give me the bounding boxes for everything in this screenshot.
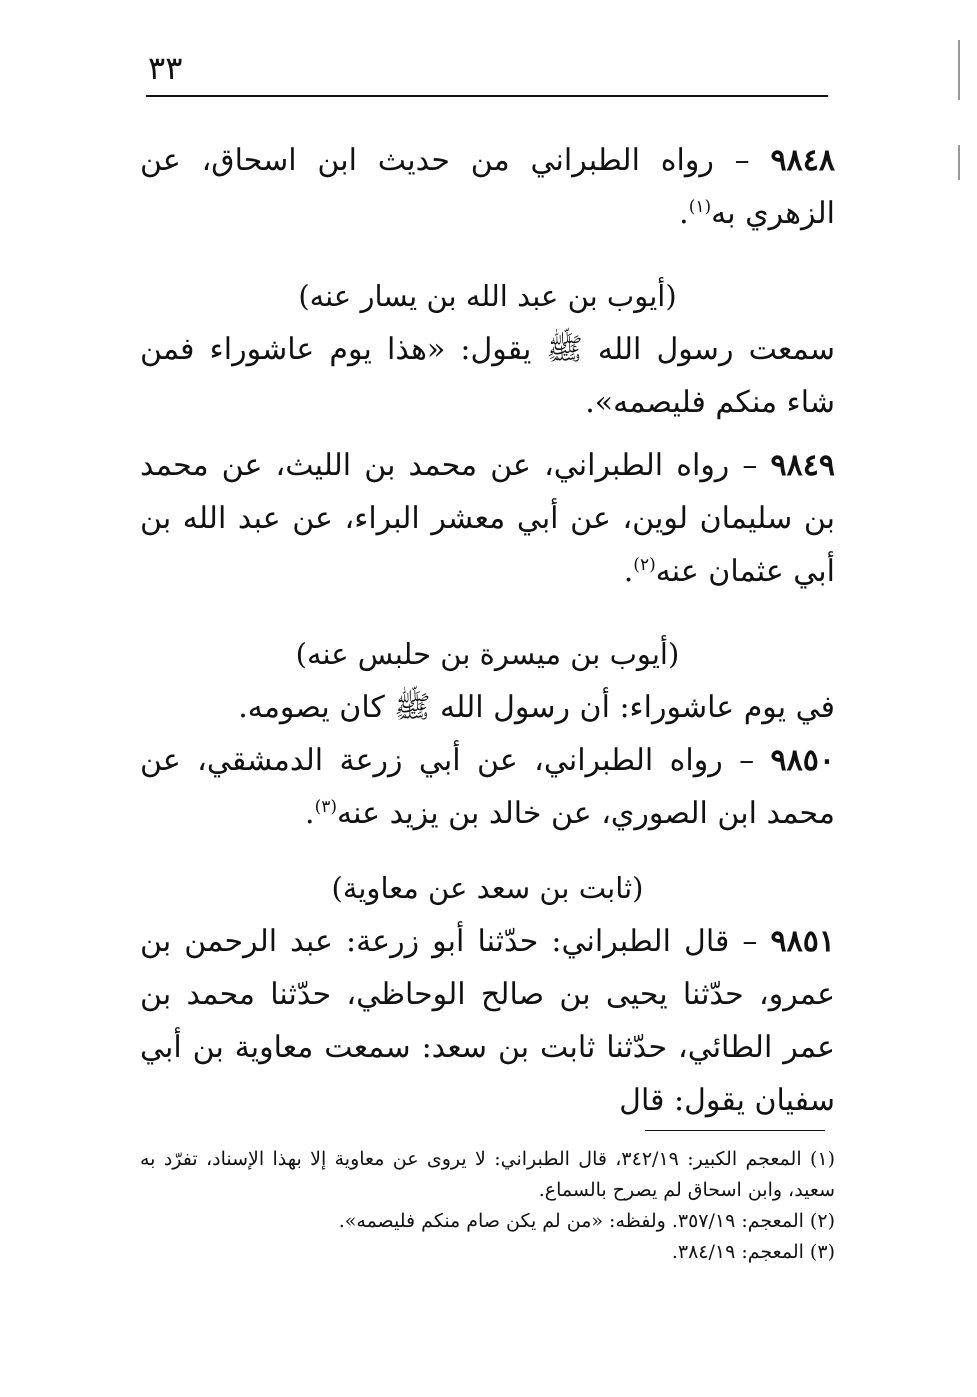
paragraph-9849 bbox=[140, 439, 835, 598]
footnotes bbox=[140, 1144, 835, 1268]
footnote-marker: (٣) bbox=[314, 797, 338, 817]
entry-text: – قال الطبراني: حدّثنا أبو زرعة: عبد الرحمن بن عمرو، حدّثنا يحيى بن صالح الوحاظي، حدّثنا محمد بن عمر الطائي، حدّثنا ثابت بن سعد: سمعت معاوية بن أبي سفيان يقول: قال bbox=[140, 924, 835, 1118]
footnote-marker: (١) bbox=[688, 197, 712, 217]
footnote-marker: (٢) bbox=[633, 555, 656, 575]
body-text bbox=[140, 134, 835, 1127]
hadith-text: سمعت رسول الله ﷺ يقول: «هذا يوم عاشوراء فمن شاء منكم فليصمه». bbox=[140, 332, 835, 420]
entry-text: – رواه الطبراني، عن أبي زرعة الدمشقي، عن محمد ابن الصوري، عن خالد بن يزيد عنه bbox=[140, 743, 835, 831]
edge-mark bbox=[958, 145, 960, 180]
footnote-rule bbox=[645, 1130, 825, 1131]
footnote-1: (١) المعجم الكبير: ٣٤٢/١٩، قال الطبراني: لا يروى عن معاوية إلا بهذا الإسناد، تفرّد به سعيد، وابن اسحاق لم يصرح بالسماع. bbox=[140, 1148, 835, 1201]
footnote-3: (٣) المعجم: ٣٨٤/١٩. bbox=[671, 1241, 835, 1263]
entry-end: . bbox=[305, 796, 315, 831]
entry-end: . bbox=[623, 554, 634, 589]
paragraph-9848 bbox=[140, 134, 835, 240]
page-number: ٣٣ bbox=[148, 49, 183, 87]
entry-number: ٩٨٥١ bbox=[770, 924, 835, 959]
entry-end: . bbox=[679, 196, 689, 231]
entry-text: – رواه الطبراني، عن محمد بن الليث، عن محمد بن سليمان لوين، عن أبي معشر البراء، عن عبد الله بن أبي عثمان عنه bbox=[140, 448, 835, 589]
entry-number: ٩٨٤٨ bbox=[770, 143, 835, 178]
hadith-text: في يوم عاشوراء: أن رسول الله ﷺ كان يصومه. bbox=[238, 690, 835, 725]
section-heading: (ثابت بن سعد عن معاوية) bbox=[331, 871, 644, 905]
entry-number: ٩٨٤٩ bbox=[770, 448, 835, 483]
edge-mark bbox=[958, 40, 960, 100]
entry-text: – رواه الطبراني من حديث ابن اسحاق، عن الزهري به bbox=[140, 143, 835, 231]
paragraph-9851 bbox=[140, 915, 835, 1127]
section-heading: (أيوب بن عبد الله بن يسار عنه) bbox=[298, 279, 677, 313]
entry-number: ٩٨٥٠ bbox=[770, 743, 835, 778]
section-heading: (أيوب بن ميسرة بن حلبس عنه) bbox=[295, 637, 680, 671]
paragraph-9850 bbox=[140, 734, 835, 840]
footnote-2: (٢) المعجم: ٣٥٧/١٩. ولفظه: «من لم يكن صام منكم فليصمه». bbox=[338, 1210, 835, 1232]
header-rule bbox=[146, 95, 828, 97]
